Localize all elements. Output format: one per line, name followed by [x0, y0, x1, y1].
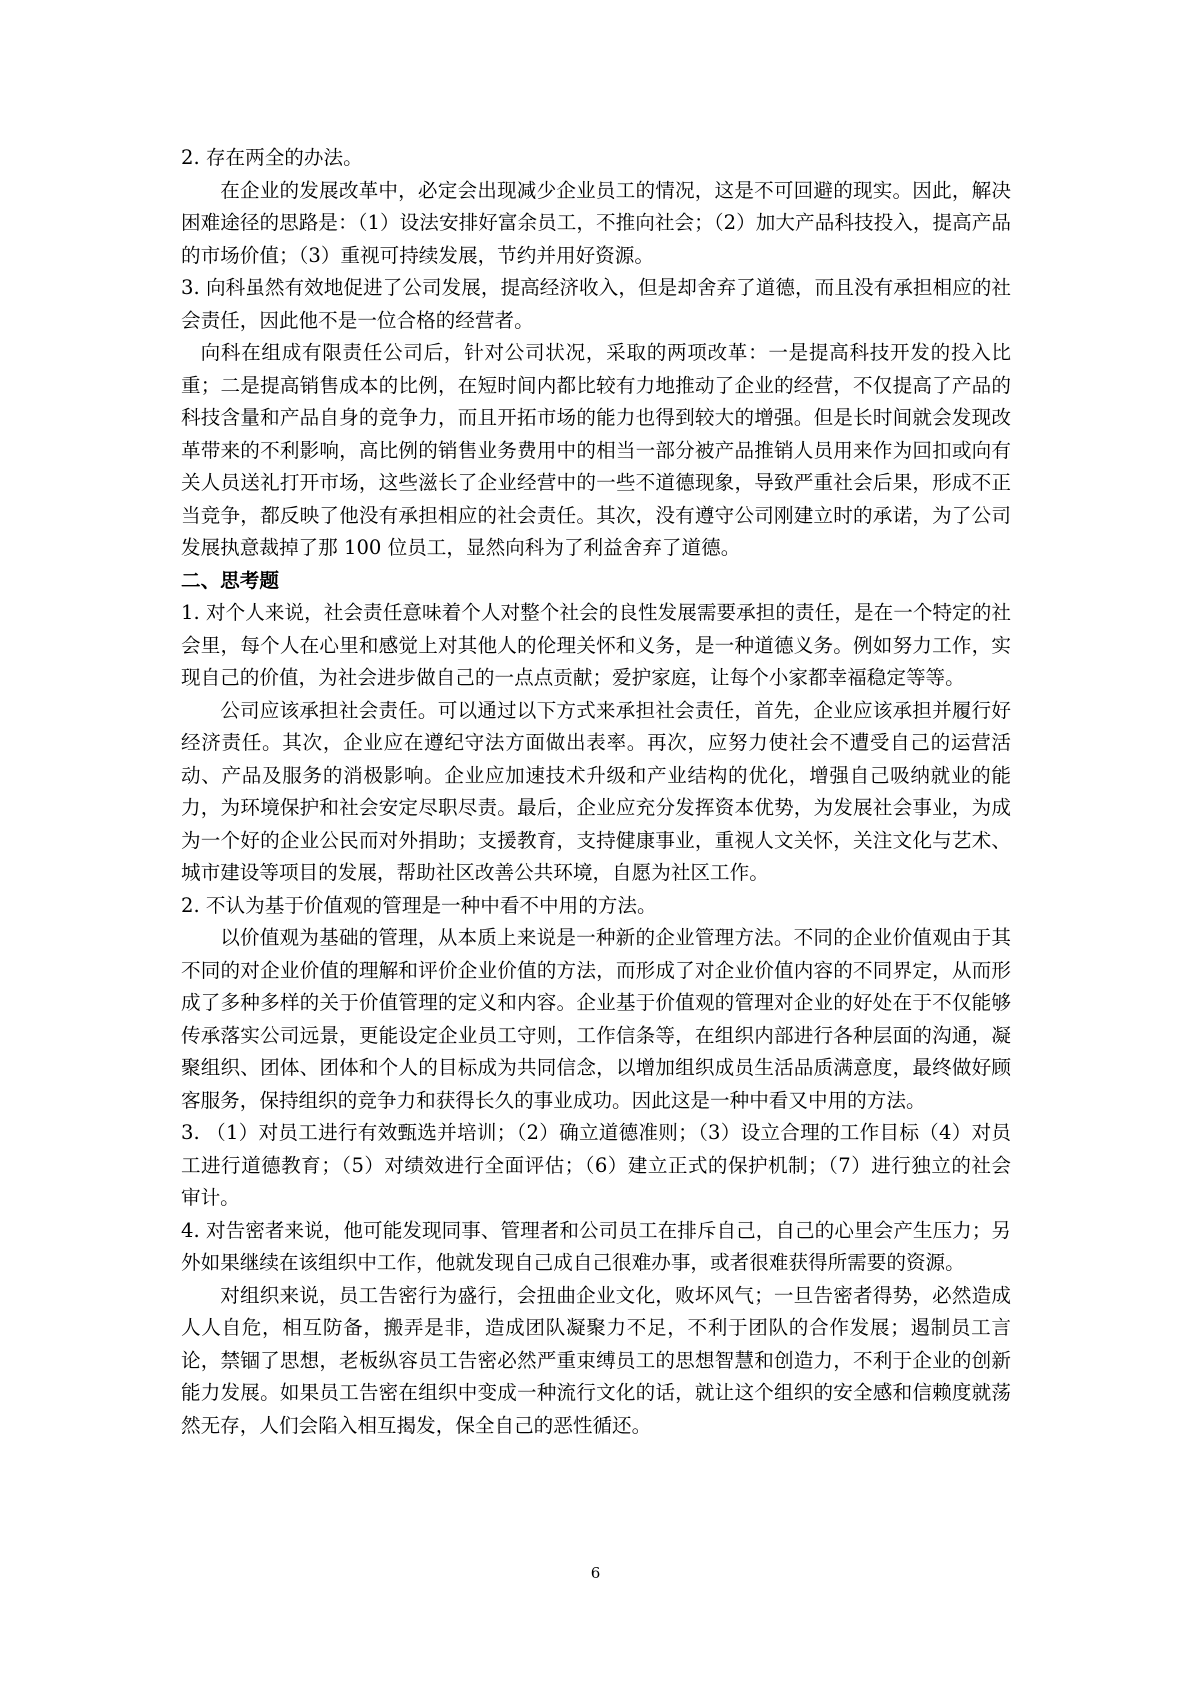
paragraph-question-3: 3. （1）对员工进行有效甄选并培训；（2）确立道德准则；（3）设立合理的工作目标（4）对员工进行道德教育；（5）对绩效进行全面评估；（6）建立正式的保护机制；（7）进行独立的社会审计。	[181, 1121, 1011, 1209]
paragraph: 以价值观为基础的管理，从本质上来说是一种新的企业管理方法。不同的企业价值观由于其不同的对企业价值的理解和评价企业价值的方法，而形成了对企业价值内容的不同界定，从而形成了多种多样的关于价值管理的定义和内容。企业基于价值观的管理对企业的好处在于不仅能够传承落实公司远景，更能设定企业员工守则，工作信条等，在组织内部进行各种层面的沟通，凝聚组织、团体、团体和个人的目标成为共同信念，以增加组织成员生活品质满意度，最终做好顾客服务，保持组织的竞争力和获得长久的事业成功。因此这是一种中看又中用的方法。	[181, 926, 1011, 1112]
paragraph-answer-2-heading: 2. 存在两全的办法。	[181, 146, 363, 169]
paragraph: 向科在组成有限责任公司后，针对公司状况，采取的两项改革：一是提高科技开发的投入比重；二是提高销售成本的比例，在短时间内都比较有力地推动了企业的经营，不仅提高了产品的科技含量和产品自身的竞争力，而且开拓市场的能力也得到较大的增强。但是长时间就会发现改革带来的不利影响，高比例的销售业务费用中的相当一部分被产品推销人员用来作为回扣或向有关人员送礼打开市场，这些滋长了企业经营中的一些不道德现象，导致严重社会后果，形成不正当竞争，都反映了他没有承担相应的社会责任。其次，没有遵守公司刚建立时的承诺，为了公司发展执意裁掉了那 100 位员工，显然向科为了利益舍弃了道德。	[181, 341, 1011, 559]
paragraph: 在企业的发展改革中，必定会出现减少企业员工的情况，这是不可回避的现实。因此，解决困难途径的思路是：（1）设法安排好富余员工，不推向社会；（2）加大产品科技投入，提高产品的市场价值；（3）重视可持续发展，节约并用好资源。	[181, 178, 1011, 267]
document-body	[181, 142, 1011, 1442]
paragraph: 对组织来说，员工告密行为盛行，会扭曲企业文化，败坏风气；一旦告密者得势，必然造成人人自危，相互防备，搬弄是非，造成团队凝聚力不足，不利于团队的合作发展；遏制员工言论，禁锢了思想，老板纵容员工告密必然严重束缚员工的思想智慧和创造力，不利于企业的创新能力发展。如果员工告密在组织中变成一种流行文化的话，就让这个组织的安全感和信赖度就荡然无存，人们会陷入相互揭发，保全自己的恶性循还。	[181, 1283, 1011, 1437]
paragraph: 公司应该承担社会责任。可以通过以下方式来承担社会责任，首先，企业应该承担并履行好经济责任。其次，企业应在遵纪守法方面做出表率。再次，应努力使社会不遭受自己的运营活动、产品及服务的消极影响。企业应加速技术升级和产业结构的优化，增强自己吸纳就业的能力，为环境保护和社会安定尽职尽责。最后，企业应充分发挥资本优势，为发展社会事业，为成为一个好的企业公民而对外捐助；支援教育，支持健康事业，重视人文关怀，关注文化与艺术、城市建设等项目的发展，帮助社区改善公共环境，自愿为社区工作。	[181, 698, 1011, 884]
page-number: 6	[590, 1564, 601, 1582]
paragraph-question-4: 4. 对告密者来说，他可能发现同事、管理者和公司员工在排斥自己，自己的心里会产生压力；另外如果继续在该组织中工作，他就发现自己成自己很难办事，或者很难获得所需要的资源。	[181, 1218, 1011, 1274]
paragraph-answer-3-heading: 3. 向科虽然有效地促进了公司发展，提高经济收入，但是却舍弃了道德，而且没有承担相应的社会责任，因此他不是一位合格的经营者。	[181, 276, 1011, 332]
paragraph-question-2: 2. 不认为基于价值观的管理是一种中看不中用的方法。	[181, 893, 657, 917]
paragraph-question-1: 1. 对个人来说，社会责任意味着个人对整个社会的良性发展需要承担的责任，是在一个特定的社会里，每个人在心里和感觉上对其他人的伦理关怀和义务，是一种道德义务。例如努力工作，实现自己的价值，为社会进步做自己的一点点贡献；爱护家庭，让每个小家都幸福稳定等等。	[181, 601, 1011, 689]
section-heading: 二、思考题	[181, 568, 279, 592]
